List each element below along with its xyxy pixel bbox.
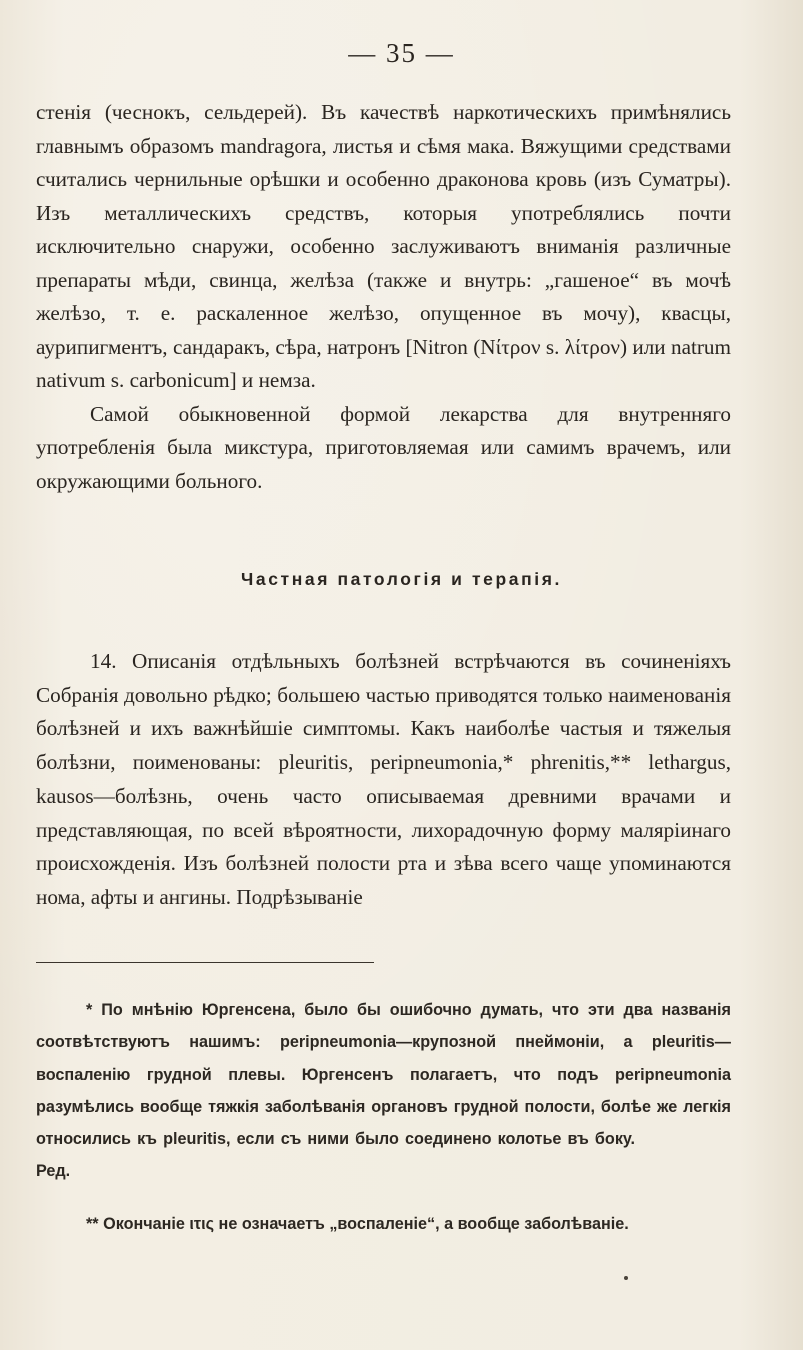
paragraph-diseases: 14. Описанія отдѣльныхъ болѣзней встрѣчаются въ сочиненіяхъ Собранія довольно рѣдко; большею частью приводятся только наименованія болѣзней и ихъ важнѣйшіе симптомы. Какъ наиболѣе частыя и тяжелыя болѣзни, поименованы: pleuritis, peripneumonia,* phrenitis,** lethargus, kausos—болѣзнь, очень часто описываемая древними врачами и представляющая, по всей вѣроятности, лихорадочную форму маляріинаго происхожденія. Изъ болѣзней полости рта и зѣва всего чаще упоминаются нома, афты и ангины. Подрѣзываніе	[36, 649, 731, 909]
section-heading: Частная патологія и терапія.	[240, 569, 563, 589]
paragraph-continuation: стенія (чеснокъ, сельдерей). Въ качествѣ наркотическихъ примѣнялись главнымъ образомъ mandragora, листья и сѣмя мака. Вяжущими средствами считались чернильные орѣшки и особенно драконова кровь (изъ Суматры). Изъ металлическихъ средствъ, которыя употреблялись почти исключительно снаружи, особенно заслуживаютъ вниманія различные препараты мѣди, свинца, желѣза (также и внутрь: „гашеное“ въ мочѣ желѣзо, т. е. раскаленное желѣзо, опущенное въ мочу), квасцы, аурипигментъ, сандаракъ, сѣра, натронъ [Nitron (Νίτρον s. λίτρον) или natrum nativum s. carbonicum] и немза.	[36, 100, 731, 392]
main-text-upper	[36, 96, 731, 498]
page-number: — 35 —	[348, 38, 455, 68]
footnote-2-text: ** Окончаніе ιτις не означаетъ „воспаленіе“, а вообще заболѣваніе.	[86, 1215, 629, 1233]
footnote-1-signature: Ред.	[36, 1162, 71, 1181]
footnote-2	[36, 1208, 731, 1240]
ink-speck	[624, 1276, 628, 1280]
footnote-1	[36, 994, 731, 1188]
paragraph-mixture: Самой обыкновенной формой лекарства для внутренняго употребленія была микстура, приготовляемая или самимъ врачемъ, или окружающими больного.	[36, 401, 731, 493]
main-text-lower	[36, 645, 731, 915]
footnote-divider	[36, 962, 374, 963]
footnote-1-text: * По мнѣнію Юргенсена, было бы ошибочно думать, что эти два названія соотвѣтствуютъ нашимъ: peripneumonia—крупозной пнеймоніи, а pleuritis—воспаленію грудной плевы. Юргенсенъ полагаетъ, что подъ peripneumonia разумѣлись вообще тяжкія заболѣванія органовъ грудной полости, болѣе же легкія относились къ pleuritis, если съ ними было соединено колотье въ боку.	[36, 1001, 731, 1149]
